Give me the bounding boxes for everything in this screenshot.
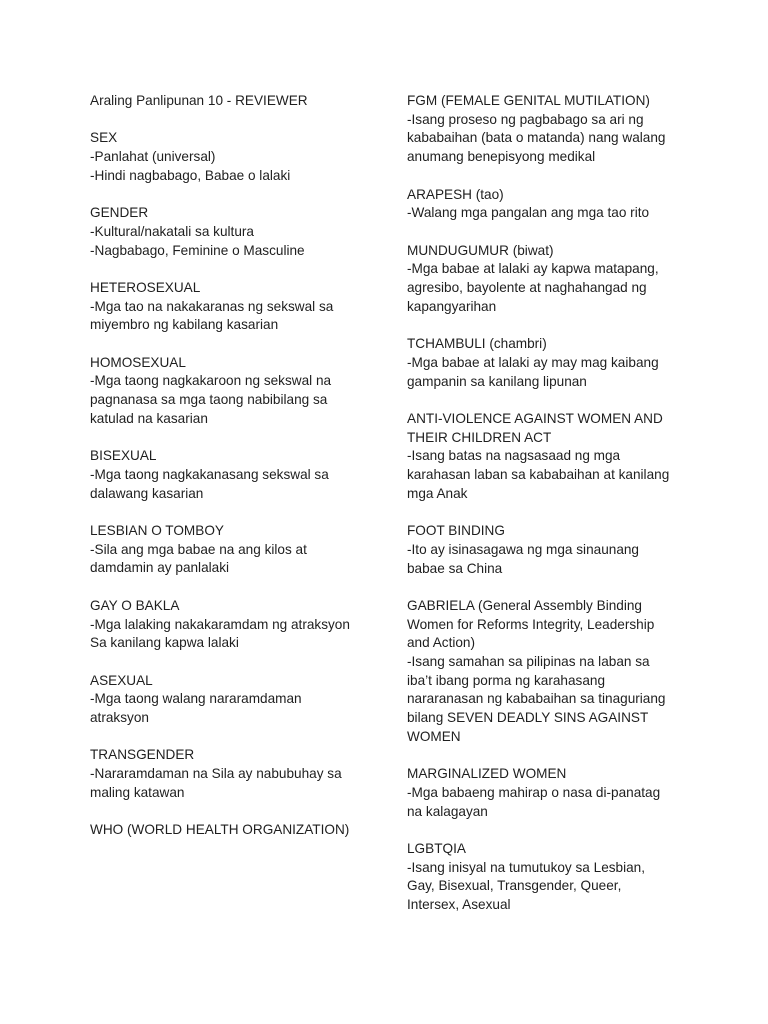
entry-line: kababaihan (bata o matanda) nang walang [407, 130, 666, 146]
glossary-entry [90, 204, 380, 260]
entry-term: GENDER [90, 205, 149, 221]
entry-line: and Action) [407, 635, 476, 651]
entry-line: mga Anak [407, 485, 468, 501]
entry-line: -Mga taong nagkakaroon ng sekswal na [90, 373, 332, 389]
glossary-entry [407, 335, 682, 391]
entry-term: HOMOSEXUAL [90, 354, 186, 370]
entry-line: WOMEN [407, 728, 461, 744]
glossary-entry [407, 410, 682, 504]
glossary-entry [90, 129, 380, 185]
entry-line: karahasan laban sa kababaihan at kanilang [407, 467, 670, 482]
entry-line: Sa kanilang kapwa lalaki [90, 635, 239, 651]
entry-line: -Mga tao na nakakaranas ng sekswal sa [90, 298, 334, 314]
entry-line: Gay, Bisexual, Transgender, Queer, [407, 878, 622, 894]
entry-term: SEX [90, 130, 118, 146]
entry-line: -Nararamdaman na Sila ay nabubuhay sa [90, 766, 342, 782]
entry-line: iba’t ibang porma ng karahasang [407, 672, 605, 688]
entry-line: damdamin ay panlalaki [90, 560, 230, 576]
entry-term: LESBIAN O TOMBOY [90, 523, 224, 539]
left-entries [90, 129, 380, 840]
entry-line: -Nagbabago, Feminine o Masculine [90, 242, 305, 258]
glossary-entry [407, 92, 682, 167]
entry-term: MARGINALIZED WOMEN [407, 766, 567, 782]
glossary-entry [90, 354, 380, 429]
entry-term: ANTI-VIOLENCE AGAINST WOMEN AND [407, 410, 663, 426]
glossary-entry [90, 672, 380, 728]
entry-term: TRANSGENDER [90, 747, 195, 763]
entry-term: TCHAMBULI (chambri) [407, 336, 547, 352]
right-column [407, 92, 682, 934]
entry-line: kapangyarihan [407, 298, 497, 314]
document-title: Araling Panlipunan 10 - REVIEWER [90, 93, 308, 108]
glossary-entry [407, 522, 682, 578]
entry-line: na kalagayan [407, 803, 488, 819]
entry-line: pagnanasa sa mga taong nabibilang sa [90, 392, 328, 408]
entry-line: Women for Reforms Integrity, Leadership [407, 616, 655, 632]
entry-term: GABRIELA (General Assembly Binding [407, 597, 642, 613]
entry-term: BISEXUAL [90, 448, 157, 464]
glossary-entry [90, 447, 380, 503]
entry-line: -Panlahat (universal) [90, 149, 216, 165]
entry-line: miyembro ng kabilang kasarian [90, 317, 279, 333]
entry-line: anumang benepisyong medikal [407, 149, 596, 165]
entry-line: -Ito ay isinasagawa ng mga sinaunang [407, 541, 639, 557]
entry-line: -Mga babae at lalaki ay may mag kaibang [407, 354, 659, 370]
entry-term: HETEROSEXUAL [90, 279, 201, 295]
entry-line: -Walang mga pangalan ang mga tao rito [407, 205, 650, 221]
entry-term: LGBTQIA [407, 841, 466, 856]
entry-line: bilang SEVEN DEADLY SINS AGAINST [407, 710, 649, 726]
entry-line: -Mga taong nagkakanasang sekswal sa [90, 466, 329, 482]
entry-line: dalawang kasarian [90, 485, 204, 501]
entry-line: -Isang inisyal na tumutukoy sa Lesbian, [407, 859, 646, 875]
entry-line: -Isang batas na nagsasaad ng mga [407, 448, 621, 464]
entry-line: -Hindi nagbabago, Babae o lalaki [90, 167, 291, 183]
left-column [90, 92, 380, 859]
entry-line: THEIR CHILDREN ACT [407, 429, 552, 445]
glossary-entry [407, 242, 682, 317]
entry-line: maling katawan [90, 784, 185, 800]
glossary-entry [407, 597, 682, 747]
entry-line: katulad na kasarian [90, 410, 208, 426]
entry-line: -Mga lalaking nakakaramdam ng atraksyon [90, 616, 350, 632]
entry-line: -Mga taong walang nararamdaman [90, 691, 302, 707]
entry-term: FGM (FEMALE GENITAL MUTILATION) [407, 93, 650, 108]
entry-line: babae sa China [407, 560, 503, 576]
glossary-entry [90, 821, 380, 840]
entry-line: gampanin sa kanilang lipunan [407, 373, 587, 389]
glossary-entry [407, 765, 682, 821]
entry-line: Intersex, Asexual [407, 897, 511, 913]
entry-term: GAY O BAKLA [90, 597, 180, 613]
entry-term: MUNDUGUMUR (biwat) [407, 242, 554, 258]
glossary-entry [90, 597, 380, 653]
entry-line: -Isang proseso ng pagbabago sa ari ng [407, 111, 644, 127]
right-entries [407, 92, 682, 915]
entry-line: -Sila ang mga babae na ang kilos at [90, 541, 307, 557]
entry-line: -Mga babae at lalaki ay kapwa matapang, [407, 261, 659, 277]
entry-line: nararanasan ng kababaihan sa tinaguriang [407, 691, 666, 707]
glossary-entry [90, 279, 380, 335]
entry-line: agresibo, bayolente at naghahangad ng [407, 280, 647, 295]
entry-term: ARAPESH (tao) [407, 186, 504, 202]
glossary-entry [90, 522, 380, 578]
entry-term: FOOT BINDING [407, 523, 505, 539]
entry-term: ASEXUAL [90, 672, 153, 688]
entry-term: WHO (WORLD HEALTH ORGANIZATION) [90, 822, 350, 838]
glossary-entry [90, 746, 380, 802]
entry-line: -Kultural/nakatali sa kultura [90, 223, 254, 239]
glossary-entry [407, 840, 682, 915]
glossary-entry [407, 186, 682, 223]
entry-line: -Mga babaeng mahirap o nasa di-panatag [407, 784, 661, 800]
entry-line: -Isang samahan sa pilipinas na laban sa [407, 654, 650, 669]
entry-line: atraksyon [90, 710, 149, 726]
